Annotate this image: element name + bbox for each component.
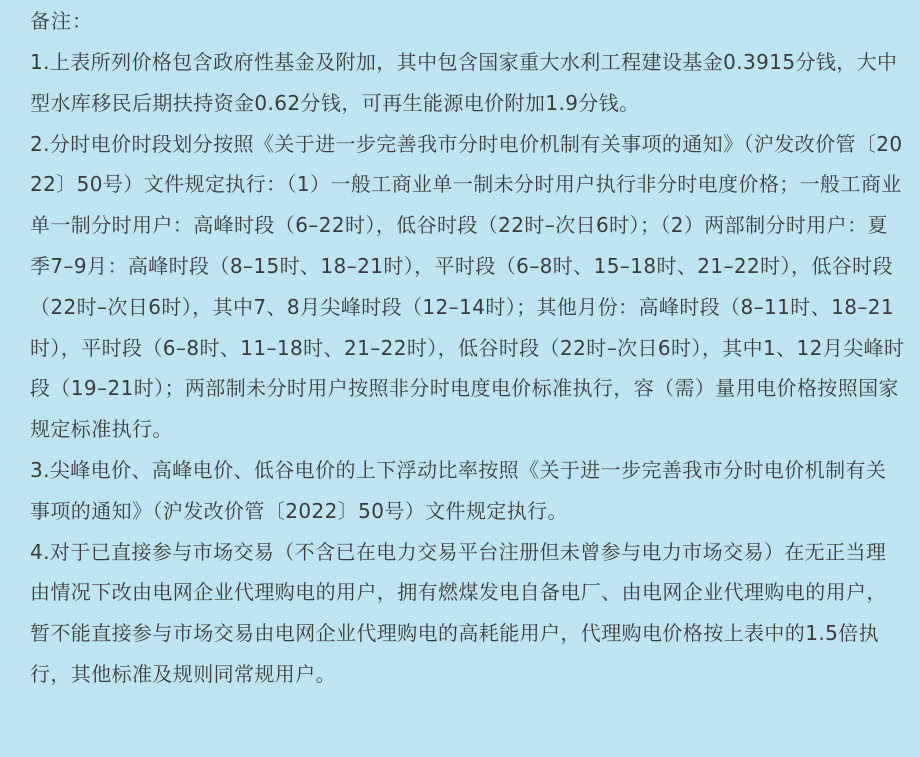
note-item-3: 3.尖峰电价、高峰电价、低谷电价的上下浮动比率按照《关于进一步完善我市分时电价机制有关事项的通知》（沪发改价管〔2022〕50号）文件规定执行。 [30, 457, 887, 523]
note-item-4: 4.对于已直接参与市场交易（不含已在电力交易平台注册但未曾参与电力市场交易）在无正当理由情况下改由电网企业代理购电的用户，拥有燃煤发电自备电厂、由电网企业代理购电的用户，暂不能直接参与市场交易由电网企业代理购电的高耗能用户，代理购电价格按上表中的1.5倍执行，其他标准及规则同常规用户。 [30, 539, 887, 686]
note-item-1: 1.上表所列价格包含政府性基金及附加，其中包含国家重大水利工程建设基金0.3915分钱，大中型水库移民后期扶持资金0.62分钱，可再生能源电价附加1.9分钱。 [30, 50, 898, 115]
notes-title: 备注： [30, 9, 93, 33]
note-item-2: 2.分时电价时段划分按照《关于进一步完善我市分时电价机制有关事项的通知》（沪发改价管〔2022〕50号）文件规定执行：（1）一般工商业单一制未分时用户执行非分时电度价格；一般工商业单一制分时用户：高峰时段（6–22时），低谷时段（22时–次日6时）；（2）两部制分时用户：夏季7–9月：高峰时段（8–15时、18–21时），平时段（6–8时、15–18时、21–22时），低谷时段（22时–次日6时），其中7、8月尖峰时段（12–14时）；其他月份：高峰时段（8–11时、18–21时），平时段（6–8时、11–18时、21–22时），低谷时段（22时–次日6时），其中1、12月尖峰时段（19–21时）；两部制未分时用户按照非分时电度电价标准执行，容（需）量用电价格按照国家规定标准执行。 [30, 131, 905, 442]
